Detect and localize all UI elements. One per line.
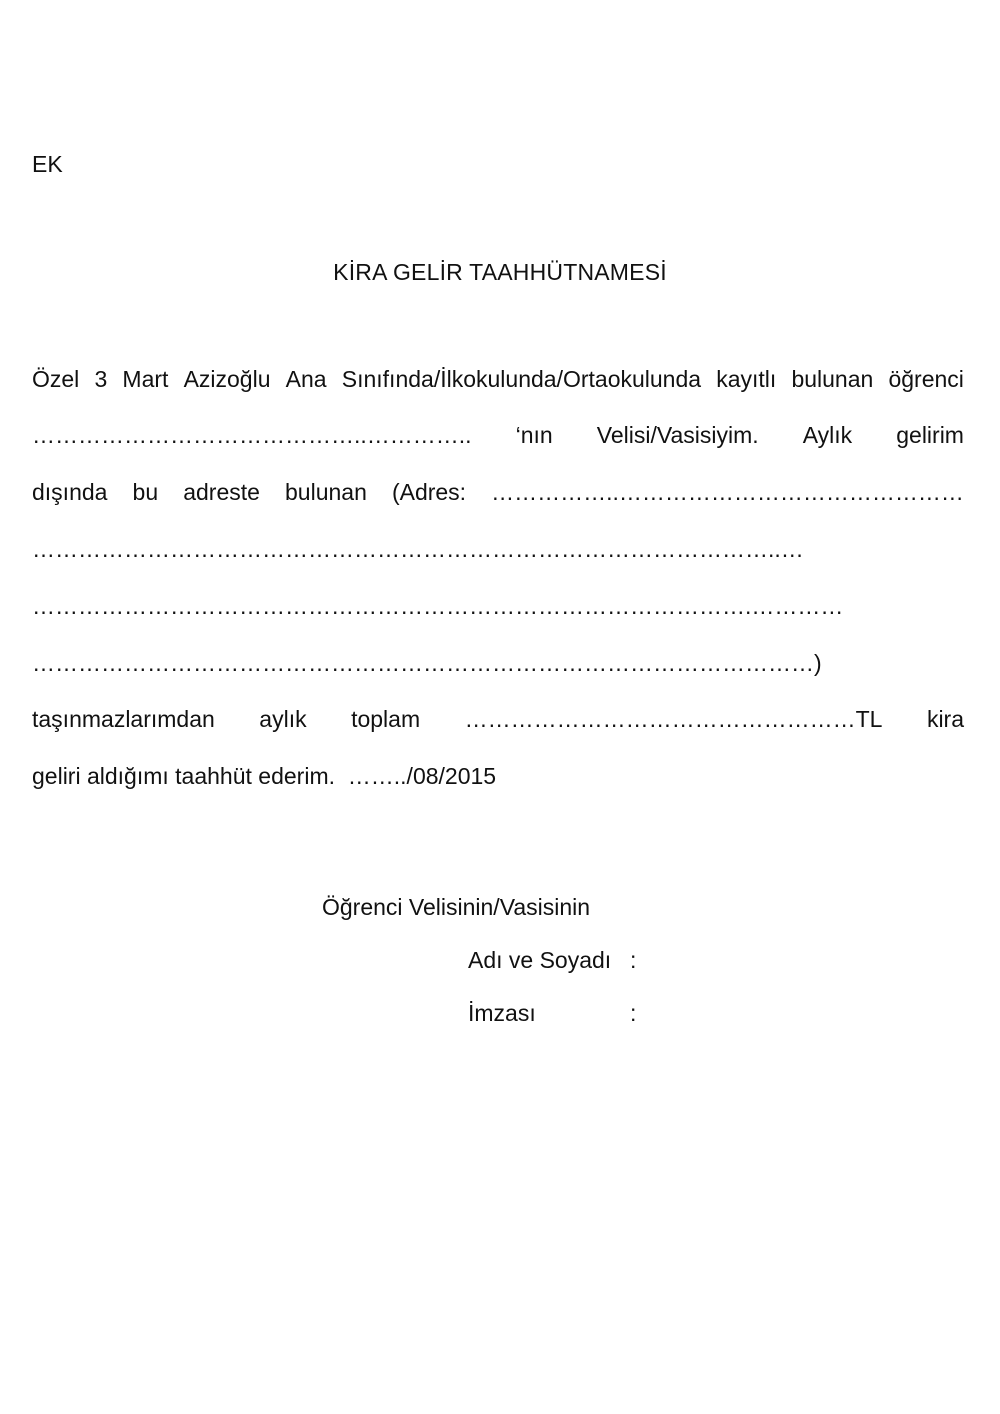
address-blank-line-2: ………………………………………………………………………………….………… [32,593,844,619]
word: Sınıfında/İlkokulunda/Ortaokulunda [341,366,702,392]
body-line-7 [32,705,964,733]
word: bu [132,479,159,505]
word: Aylık [802,422,853,448]
body-line-8: geliri aldığımı taahhüt ederim. ……../08/2015 [32,763,497,789]
word: Velisi/Vasisiyim. [596,422,759,448]
word: 3 [94,366,108,392]
signature-name-row [468,946,637,974]
body-line-3 [32,478,964,506]
signature-label: İmzası [468,1000,536,1026]
signature-heading: Öğrenci Velisinin/Vasisinin [322,894,591,920]
word: Azizoğlu [183,366,271,392]
word: taşınmazlarımdan [32,706,215,732]
word: öğrenci [888,366,964,392]
word: dışında [32,479,108,505]
word: adreste [183,479,260,505]
word: (Adres: [391,479,467,505]
signature-colon: : [630,1000,637,1026]
body-line-2 [32,421,964,449]
word: aylık [259,706,307,732]
word: toplam [351,706,421,732]
word: Mart [122,366,169,392]
student-name-blank: ……………………………………..………….. [32,422,472,448]
address-blank: ……………..……………………………………… [491,479,964,505]
name-label: Adı ve Soyadı [468,947,612,973]
body-line-1 [32,365,964,393]
annex-label: EK [32,151,63,177]
word: gelirim [896,422,964,448]
signature-sign-row [468,999,637,1027]
word: bulunan [791,366,874,392]
address-blank-line-1: ……………………………………………………………………………………..… [32,536,804,562]
word: Ana [285,366,327,392]
word: kira [926,706,964,732]
word: bulunan [285,479,367,505]
name-colon: : [630,947,637,973]
document-title: KİRA GELİR TAAHHÜTNAMESİ [333,259,667,285]
word: kayıtlı [716,366,777,392]
word: Özel [32,366,80,392]
amount-blank: ……………………………………………TL [464,706,883,732]
word: ‘nın [515,422,553,448]
address-blank-line-3: …………………………………………………………………………………………) [32,650,822,676]
